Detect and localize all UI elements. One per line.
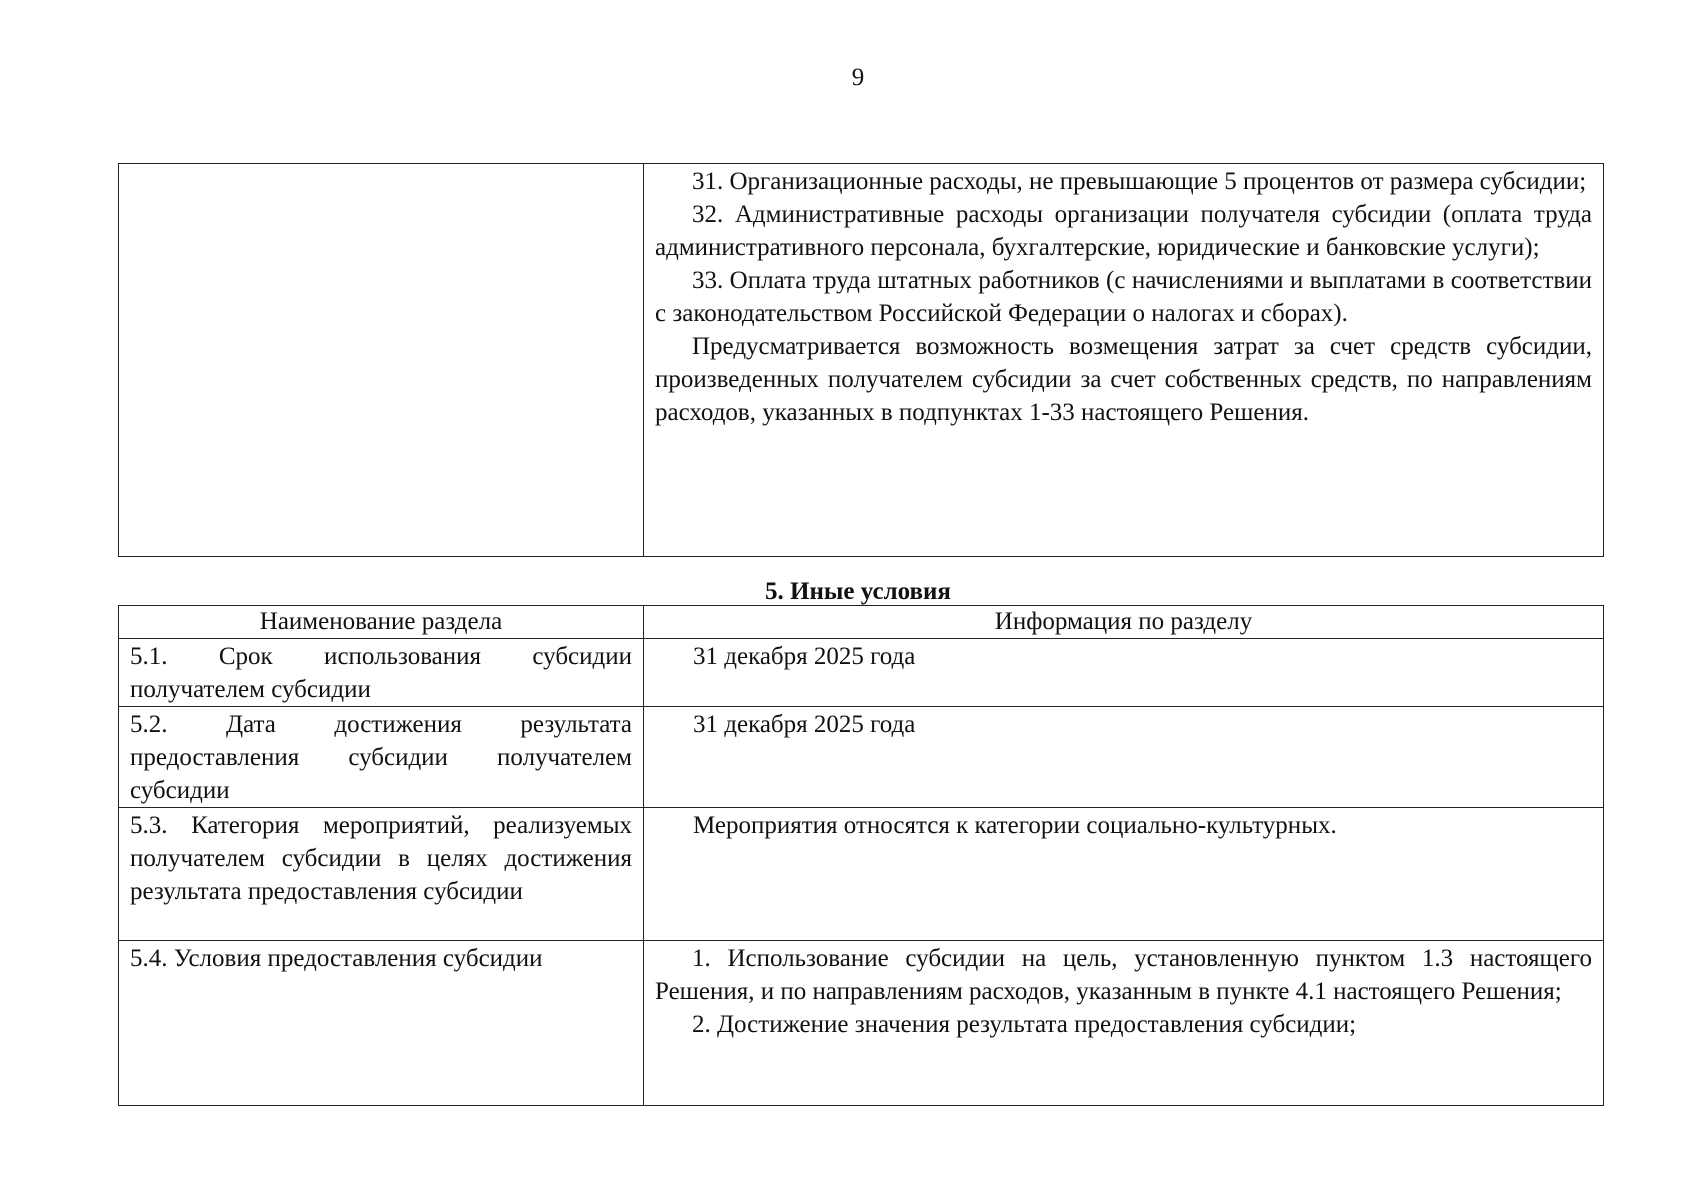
section-info-cell: 31 декабря 2025 года [644, 639, 1604, 707]
section-info-cell [644, 941, 1604, 1106]
section-name-cell: 5.2. Дата достижения результата предоставления субсидии получателем субсидии [119, 707, 644, 808]
expenses-cell [644, 164, 1604, 557]
page-number: 9 [851, 64, 865, 91]
section-name-cell: 5.4. Условия предоставления субсидии [119, 941, 644, 1106]
table-row [119, 707, 1604, 808]
table-row [119, 941, 1604, 1106]
table-row [119, 164, 1604, 557]
column-header-section-info: Информация по разделу [644, 606, 1604, 639]
section-title: 5. Иные условия [765, 578, 951, 605]
column-header-section-name: Наименование раздела [119, 606, 644, 639]
expenses-table [118, 163, 1604, 557]
reimbursement-note: Предусматривается возможность возмещения затрат за счет средств субсидии, произведенных получателем субсидии за счет собственных средств, по направлениям расходов, указанных в подпунктах 1-33 настоящего Решения. [655, 333, 1592, 426]
conditions-table [118, 605, 1604, 1106]
section-name-cell: 5.3. Категория мероприятий, реализуемых получателем субсидии в целях достижения результата предоставления субсидии [119, 808, 644, 941]
expense-item-32: 32. Административные расходы организации получателя субсидии (оплата труда административного персонала, бухгалтерские, юридические и банковские услуги); [655, 201, 1592, 261]
empty-left-cell [119, 164, 644, 557]
expense-item-31: 31. Организационные расходы, не превышающие 5 процентов от размера субсидии; [692, 168, 1587, 195]
table-row [119, 639, 1604, 707]
condition-item-1: 1. Использование субсидии на цель, установленную пунктом 1.3 настоящего Решения, и по направлениям расходов, указанным в пункте 4.1 настоящего Решения; [655, 945, 1592, 1005]
section-info-cell: Мероприятия относятся к категории социально-культурных. [644, 808, 1604, 941]
condition-item-2: 2. Достижение значения результата предоставления субсидии; [692, 1011, 1357, 1038]
table-header-row [119, 606, 1604, 639]
table-row [119, 808, 1604, 941]
expense-item-33: 33. Оплата труда штатных работников (с начислениями и выплатами в соответствии с законодательством Российской Федерации о налогах и сборах). [655, 267, 1592, 327]
section-name-cell: 5.1. Срок использования субсидии получателем субсидии [119, 639, 644, 707]
section-info-cell: 31 декабря 2025 года [644, 707, 1604, 808]
